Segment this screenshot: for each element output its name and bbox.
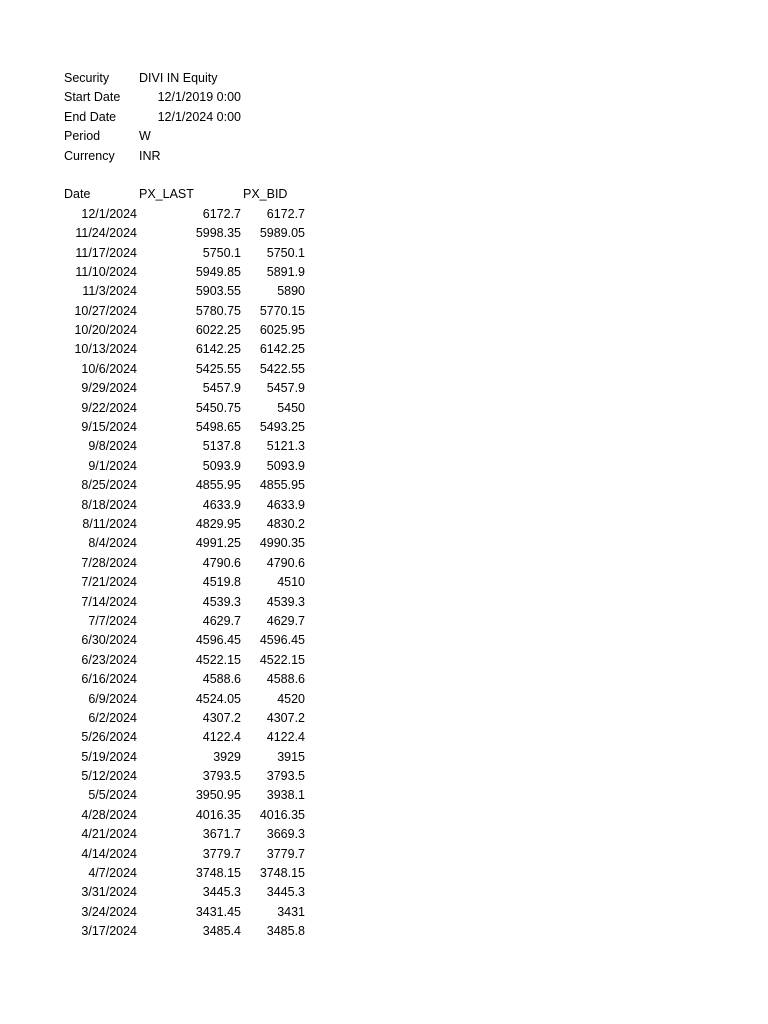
date-cell: 8/18/2024 (81, 497, 137, 512)
start-date-label: Start Date (64, 90, 121, 105)
currency-label: Currency (64, 148, 115, 163)
date-cell: 8/25/2024 (81, 478, 137, 493)
date-cell: 7/21/2024 (81, 575, 137, 590)
date-cell: 10/13/2024 (74, 342, 137, 357)
table-row (0, 573, 768, 592)
px-last-cell: 3929 (213, 749, 241, 764)
px-bid-cell: 4596.45 (259, 633, 305, 648)
period-value: W (139, 129, 151, 144)
table-row (0, 340, 768, 359)
table-row (0, 728, 768, 747)
table-row (0, 224, 768, 243)
px-last-cell: 4633.9 (202, 497, 241, 512)
table-row (0, 903, 768, 922)
date-cell: 10/27/2024 (74, 303, 137, 318)
table-row (0, 670, 768, 689)
date-cell: 7/7/2024 (88, 613, 137, 628)
px-last-cell: 3748.15 (195, 866, 241, 881)
table-row (0, 786, 768, 805)
date-cell: 3/31/2024 (81, 885, 137, 900)
px-last-cell: 6142.25 (195, 342, 241, 357)
table-row (0, 321, 768, 340)
table-row (0, 399, 768, 418)
date-cell: 10/6/2024 (81, 361, 137, 376)
table-row (0, 806, 768, 825)
px-last-cell: 3950.95 (195, 788, 241, 803)
px-bid-cell: 5493.25 (259, 420, 305, 435)
px-last-cell: 5903.55 (195, 284, 241, 299)
table-row (0, 767, 768, 786)
date-cell: 9/22/2024 (81, 400, 137, 415)
date-cell: 9/29/2024 (81, 381, 137, 396)
px-last-cell: 3793.5 (202, 769, 241, 784)
px-last-cell: 4519.8 (202, 575, 241, 590)
table-row (0, 282, 768, 301)
date-cell: 9/15/2024 (81, 420, 137, 435)
px-bid-cell: 6172.7 (266, 206, 305, 221)
px-last-cell: 4122.4 (202, 730, 241, 745)
date-cell: 10/20/2024 (74, 323, 137, 338)
px-last-header: PX_LAST (139, 187, 194, 202)
px-bid-cell: 3915 (277, 749, 305, 764)
px-last-cell: 3431.45 (195, 904, 241, 919)
table-row (0, 437, 768, 456)
px-bid-cell: 5750.1 (266, 245, 305, 260)
px-last-cell: 5998.35 (195, 226, 241, 241)
table-row (0, 244, 768, 263)
px-bid-cell: 5450 (277, 400, 305, 415)
px-bid-cell: 3431 (277, 904, 305, 919)
date-cell: 9/1/2024 (88, 458, 137, 473)
table-row (0, 379, 768, 398)
px-bid-cell: 3748.15 (259, 866, 305, 881)
end-date-label: End Date (64, 109, 117, 124)
date-cell: 3/17/2024 (81, 924, 137, 939)
security-label: Security (64, 71, 110, 85)
px-bid-cell: 5770.15 (259, 303, 305, 318)
table-row (0, 922, 768, 941)
blank-row (0, 166, 768, 185)
px-last-cell: 4016.35 (195, 807, 241, 822)
table-row (0, 263, 768, 282)
px-bid-cell: 5093.9 (266, 458, 305, 473)
date-cell: 5/19/2024 (81, 749, 137, 764)
date-cell: 9/8/2024 (88, 439, 137, 454)
table-row (0, 631, 768, 650)
meta-row-security (0, 69, 768, 88)
date-cell: 11/24/2024 (75, 226, 137, 241)
px-last-cell: 5498.65 (195, 420, 241, 435)
table-row (0, 883, 768, 902)
px-bid-cell: 4520 (277, 691, 305, 706)
px-last-cell: 3779.7 (202, 846, 241, 861)
date-cell: 6/23/2024 (81, 652, 137, 667)
px-last-cell: 4790.6 (202, 555, 241, 570)
date-cell: 4/21/2024 (81, 827, 137, 842)
px-bid-cell: 4990.35 (259, 536, 305, 551)
px-last-cell: 4855.95 (195, 478, 241, 493)
px-last-cell: 4307.2 (202, 710, 241, 725)
table-body (0, 205, 768, 942)
px-last-cell: 3485.4 (202, 924, 241, 939)
table-row (0, 612, 768, 631)
table-row (0, 864, 768, 883)
px-bid-cell: 5457.9 (266, 381, 305, 396)
px-last-cell: 4991.25 (195, 536, 241, 551)
px-last-cell: 5457.9 (202, 381, 241, 396)
meta-row-currency (0, 147, 768, 166)
px-bid-cell: 6025.95 (259, 323, 305, 338)
date-cell: 5/12/2024 (81, 769, 137, 784)
table-row (0, 205, 768, 224)
px-last-cell: 4629.7 (202, 613, 241, 628)
px-last-cell: 4522.15 (195, 652, 241, 667)
date-cell: 4/14/2024 (81, 846, 137, 861)
px-last-cell: 4588.6 (202, 672, 241, 687)
px-last-cell: 3445.3 (202, 885, 241, 900)
px-last-cell: 3671.7 (202, 827, 241, 842)
table-row (0, 593, 768, 612)
px-bid-cell: 3669.3 (266, 827, 305, 842)
date-cell: 6/16/2024 (81, 672, 137, 687)
currency-value: INR (139, 148, 161, 163)
px-last-cell: 6022.25 (195, 323, 241, 338)
end-date-value: 12/1/2024 0:00 (157, 109, 241, 124)
px-bid-cell: 4122.4 (266, 730, 305, 745)
table-row (0, 418, 768, 437)
table-row (0, 709, 768, 728)
date-cell: 4/28/2024 (81, 807, 137, 822)
px-last-cell: 4596.45 (195, 633, 241, 648)
table-row (0, 515, 768, 534)
px-bid-cell: 6142.25 (259, 342, 305, 357)
table-row (0, 302, 768, 321)
date-cell: 11/10/2024 (75, 264, 137, 279)
px-bid-cell: 4539.3 (266, 594, 305, 609)
px-last-cell: 5093.9 (202, 458, 241, 473)
px-bid-cell: 4830.2 (266, 516, 305, 531)
px-last-cell: 5450.75 (195, 400, 241, 415)
table-row (0, 457, 768, 476)
date-cell: 6/30/2024 (81, 633, 137, 648)
date-cell: 7/28/2024 (81, 555, 137, 570)
px-last-cell: 5425.55 (195, 361, 241, 376)
px-bid-cell: 5891.9 (266, 264, 305, 279)
px-bid-cell: 5890 (277, 284, 305, 299)
table-row (0, 748, 768, 767)
date-cell: 7/14/2024 (81, 594, 137, 609)
px-bid-cell: 3445.3 (266, 885, 305, 900)
date-cell: 6/2/2024 (88, 710, 137, 725)
px-last-cell: 5750.1 (202, 245, 241, 260)
px-bid-cell: 3779.7 (266, 846, 305, 861)
date-cell: 8/11/2024 (82, 516, 137, 531)
px-bid-cell: 4629.7 (266, 613, 305, 628)
table-row (0, 554, 768, 573)
table-row (0, 690, 768, 709)
table-row (0, 845, 768, 864)
date-cell: 5/5/2024 (88, 788, 137, 803)
px-bid-cell: 4855.95 (259, 478, 305, 493)
px-bid-cell: 3485.8 (266, 924, 305, 939)
date-cell: 3/24/2024 (81, 904, 137, 919)
sheet-content (0, 69, 768, 942)
px-last-cell: 4524.05 (195, 691, 241, 706)
table-row (0, 496, 768, 515)
table-header-row (0, 185, 768, 204)
px-bid-cell: 4588.6 (266, 672, 305, 687)
period-label: Period (64, 129, 101, 144)
date-cell: 12/1/2024 (81, 206, 137, 221)
table-row (0, 651, 768, 670)
meta-row-end-date (0, 108, 768, 127)
px-bid-header: PX_BID (243, 187, 288, 202)
table-row (0, 825, 768, 844)
px-last-cell: 4829.95 (195, 516, 241, 531)
date-cell: 5/26/2024 (81, 730, 137, 745)
meta-row-start-date (0, 88, 768, 107)
px-bid-cell: 4633.9 (266, 497, 305, 512)
px-bid-cell: 3938.1 (266, 788, 305, 803)
px-bid-cell: 5989.05 (259, 226, 305, 241)
date-cell: 11/17/2024 (75, 245, 137, 260)
px-bid-cell: 3793.5 (266, 769, 305, 784)
px-bid-cell: 4522.15 (259, 652, 305, 667)
date-header: Date (64, 187, 91, 202)
date-cell: 8/4/2024 (88, 536, 137, 551)
px-last-cell: 4539.3 (202, 594, 241, 609)
date-cell: 6/9/2024 (88, 691, 137, 706)
px-bid-cell: 4790.6 (266, 555, 305, 570)
px-bid-cell: 4510 (277, 575, 305, 590)
px-bid-cell: 4016.35 (259, 807, 305, 822)
px-last-cell: 5949.85 (195, 264, 241, 279)
meta-row-period (0, 127, 768, 146)
date-cell: 4/7/2024 (88, 866, 137, 881)
security-value: DIVI IN Equity (139, 71, 218, 85)
px-last-cell: 5137.8 (202, 439, 241, 454)
px-last-cell: 6172.7 (202, 206, 241, 221)
start-date-value: 12/1/2019 0:00 (157, 90, 241, 105)
table-row (0, 360, 768, 379)
px-bid-cell: 5121.3 (266, 439, 305, 454)
px-bid-cell: 4307.2 (266, 710, 305, 725)
px-bid-cell: 5422.55 (259, 361, 305, 376)
date-cell: 11/3/2024 (82, 284, 137, 299)
table-row (0, 534, 768, 553)
px-last-cell: 5780.75 (195, 303, 241, 318)
table-row (0, 476, 768, 495)
